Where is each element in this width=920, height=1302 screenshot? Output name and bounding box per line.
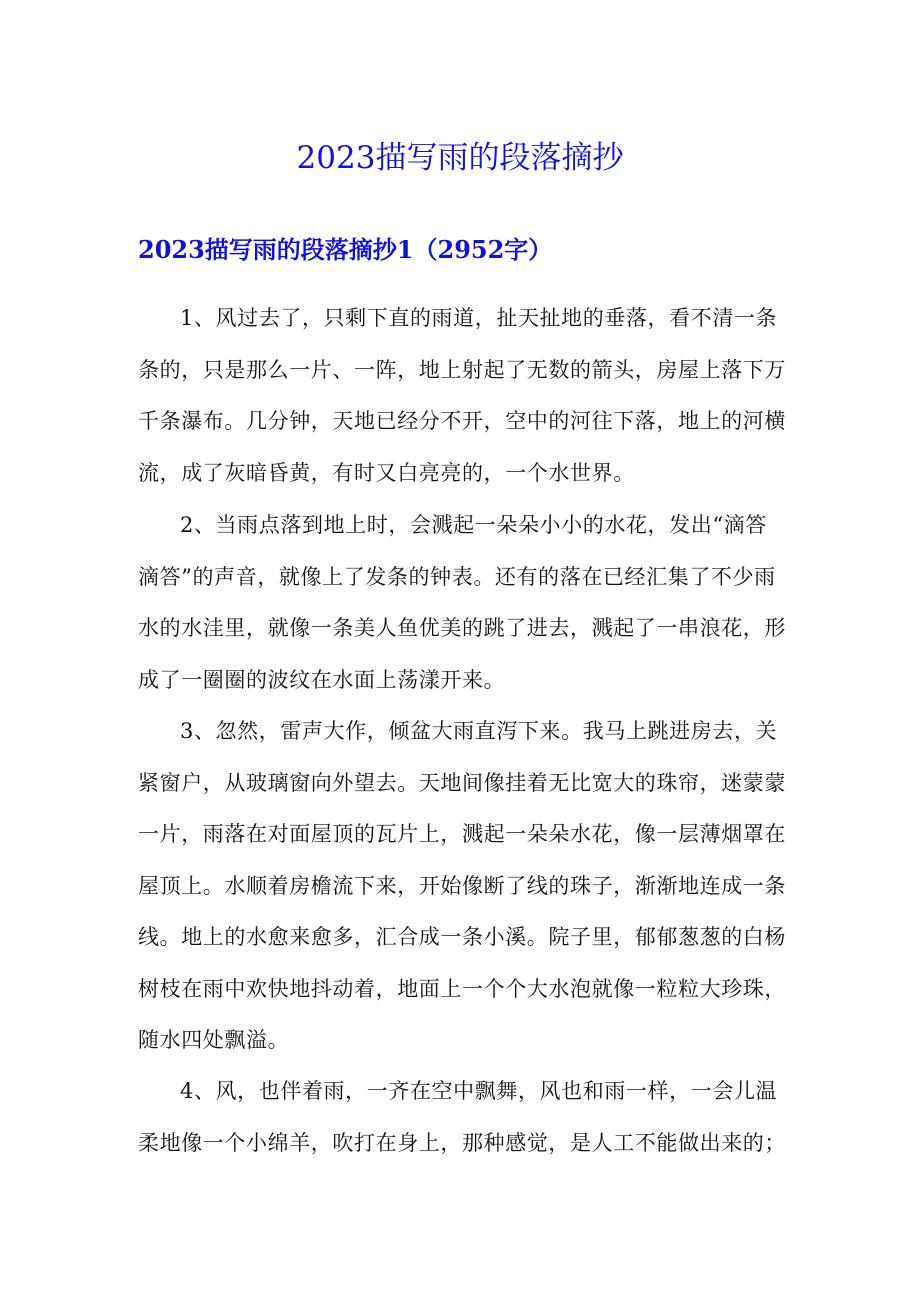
document-title: 2023描写雨的段落摘抄 (296, 140, 624, 176)
paragraph-3 (138, 706, 786, 1067)
paragraph-line: 流，成了灰暗昏黄，有时又白亮亮的，一个水世界。 (138, 460, 635, 485)
paragraph-line: 随水四处飘溢。 (138, 1028, 290, 1052)
paragraph-line: 2、当雨点落到地上时，会溅起一朵朵小小的水花，发出“滴答 (180, 513, 767, 537)
paragraph-line: 1、风过去了，只剩下直的雨道，扯天扯地的垂落，看不清一条 (180, 306, 778, 330)
paragraph-line: 4、风，也伴着雨，一齐在空中飘舞，风也和雨一样，一会儿温 (180, 1079, 778, 1103)
paragraph-line: 树枝在雨中欢快地抖动着，地面上一个个大水泡就像一粒粒大珍珠， (138, 976, 786, 1001)
paragraph-line: 柔地像一个小绵羊，吹打在身上，那种感觉，是人工不能做出来的； (138, 1130, 786, 1155)
paragraph-line: 滴答”的声音，就像上了发条的钟表。还有的落在已经汇集了不少雨 (138, 564, 776, 589)
section-heading: 2023描写雨的段落摘抄1（2952字） (138, 235, 553, 264)
paragraph-line: 条的，只是那么一片、一阵，地上射起了无数的箭头，房屋上落下万 (138, 357, 786, 382)
paragraph-line: 3、忽然，雷声大作，倾盆大雨直泻下来。我马上跳进房去，关 (180, 719, 778, 743)
paragraph-line: 成了一圈圈的波纹在水面上荡漾开来。 (138, 667, 506, 692)
paragraph-1 (138, 293, 786, 499)
paragraph-line: 线。地上的水愈来愈多，汇合成一条小溪。院子里，郁郁葱葱的白杨 (138, 925, 786, 949)
paragraph-4 (138, 1066, 786, 1169)
paragraph-2 (138, 500, 786, 706)
paragraph-line: 紧窗户，从玻璃窗向外望去。天地间像挂着无比宽大的珠帘，迷蒙蒙 (138, 770, 786, 795)
paragraph-line: 屋顶上。水顺着房檐流下来，开始像断了线的珠子，渐渐地连成一条 (138, 873, 786, 898)
paragraph-line: 水的水洼里，就像一条美人鱼优美的跳了进去，溅起了一串浪花，形 (138, 616, 786, 640)
paragraph-line: 千条瀑布。几分钟，天地已经分不开，空中的河往下落，地上的河横 (138, 409, 786, 433)
paragraph-line: 一片，雨落在对面屋顶的瓦片上，溅起一朵朵水花，像一层薄烟罩在 (138, 822, 786, 846)
